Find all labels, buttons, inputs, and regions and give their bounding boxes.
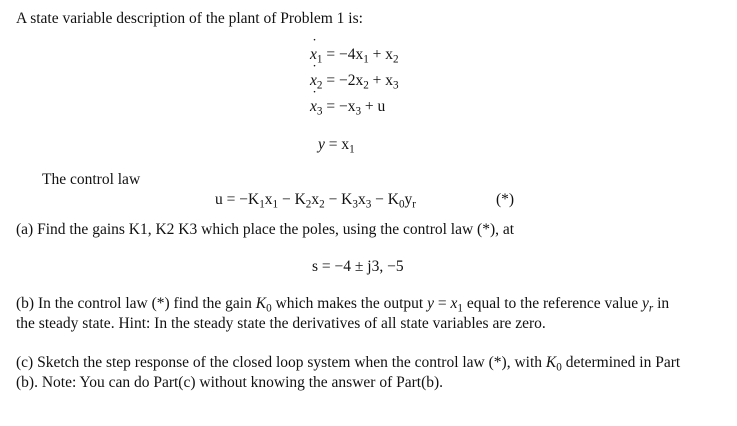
control-law-tag: (*): [496, 191, 515, 208]
x3-dot: ˙ x: [310, 99, 317, 115]
x1-dot: ˙ x: [310, 47, 317, 63]
part-b-paragraph: (b) In the control law (*) find the gain $K_0$ which makes the output $y = x_1$ equal to the reference value $y_r$ in the steady state. Hint: In the steady state the derivatives of all state variables are zero.: [16, 295, 670, 332]
control-law-label: The control law: [42, 171, 141, 188]
output-equation: $y = x_1$: [318, 136, 355, 156]
state-equation-2: ˙ $x_2 = -2x_2 + x_3$: [310, 73, 399, 89]
poles-equation: s = −4 ± j3, −5: [312, 258, 404, 275]
state-equation-1: ˙ $x_1 = -4x_1 + x_2$: [310, 47, 399, 63]
gain-list: K1, K2 K3: [128, 221, 198, 238]
intro-text: A state variable description of the plant of Problem 1 is:: [16, 10, 363, 27]
part-c-paragraph: (c) Sketch the step response of the closed loop system when the control law (*), with $K_0$ determined in Part (b). Note: You can do Part(c) without knowing the answer of Part(b).: [16, 354, 681, 391]
x2-dot: ˙ x: [310, 73, 317, 89]
control-law-equation: $u = -K_1x_1 - K_2x_2 - K_3x_3 - K_0y_r$: [215, 191, 417, 211]
part-a-text: (a) Find the gains K1, K2 K3 which place the poles, using the control law (*), at: [16, 221, 515, 238]
state-equation-3: ˙ $x_3 = -x_3 + u$: [310, 99, 385, 115]
